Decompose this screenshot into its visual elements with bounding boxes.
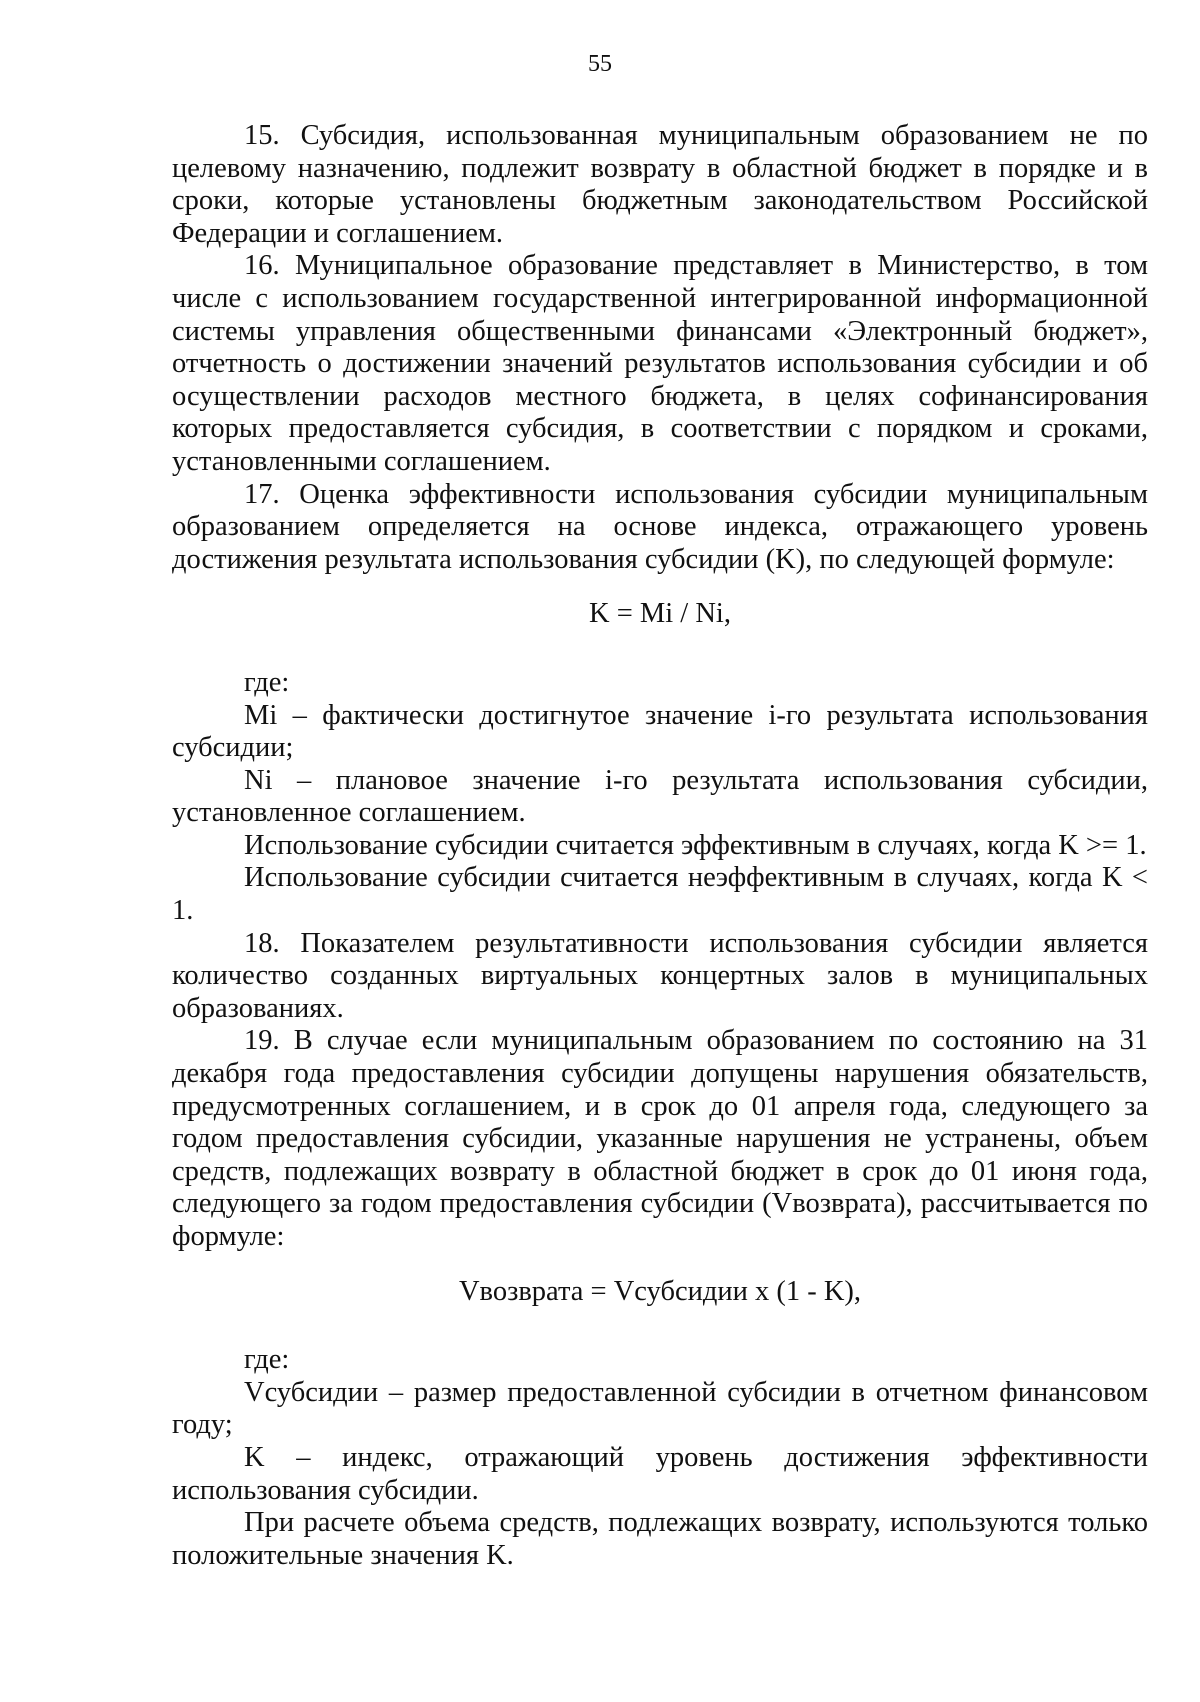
document-body [172,120,1148,1572]
definition-v-subsidy: Vсубсидии – размер предоставленной субсидии в отчетном финансовом году; [172,1376,1148,1441]
page-number: 55 [588,51,612,77]
effective-condition: Использование субсидии считается эффективным в случаях, когда K >= 1. [244,829,1147,861]
final-note: При расчете объема средств, подлежащих возврату, используются только положительные значения K. [172,1507,1148,1571]
paragraph-16: 16. Муниципальное образование представляет в Министерство, в том числе с использованием государственной интегрированной информационной системы управления общественными финансами «Электронный бюджет», отчетность о достижении значений результатов использования субсидии и об осуществлении расходов местного бюджета, в целях софинансирования которых предоставляется субсидия, в соответствии с порядком и сроками, установленными соглашением. [172,250,1148,477]
formula-v-return: Vвозврата = Vсубсидии x (1 - K), [458,1275,862,1307]
ineffective-condition: Использование субсидии считается неэффективным в случаях, когда K < 1. [172,862,1148,927]
where-label-2: где: [244,1344,290,1376]
definition-ni: Ni – плановое значение i-го результата использования субсидии, установленное соглашением. [172,764,1148,829]
paragraph-17: 17. Оценка эффективности использования субсидии муниципальным образованием определяется на основе индекса, отражающего уровень достижения результата использования субсидии (K), по следующей формуле: [172,478,1148,575]
paragraph-19: 19. В случае если муниципальным образованием по состоянию на 31 декабря года предоставления субсидии допущены нарушения обязательств, предусмотренных соглашением, и в срок до 01 апреля года, следующего за годом предоставления субсидии, указанные нарушения не устранены, объем средств, подлежащих возврату в областной бюджет в срок до 01 июня года, следующего за годом предоставления субсидии (Vвозврата), рассчитывается по формуле: [172,1025,1148,1252]
definition-k: K – индекс, отражающий уровень достижения эффективности использования субсидии. [172,1441,1148,1506]
paragraph-18: 18. Показателем результативности использования субсидии является количество созданных виртуальных концертных залов в муниципальных образованиях. [172,927,1148,1024]
where-label-1: где: [244,666,290,698]
formula-k: K = Mi / Ni, [589,598,731,630]
paragraph-15: 15. Субсидия, использованная муниципальным образованием не по целевому назначению, подлежит возврату в областной бюджет в порядке и в сроки, которые установлены бюджетным законодательством Российской Федерации и соглашением. [172,120,1148,249]
definition-mi: Mi – фактически достигнутое значение i-го результата использования субсидии; [172,699,1148,764]
